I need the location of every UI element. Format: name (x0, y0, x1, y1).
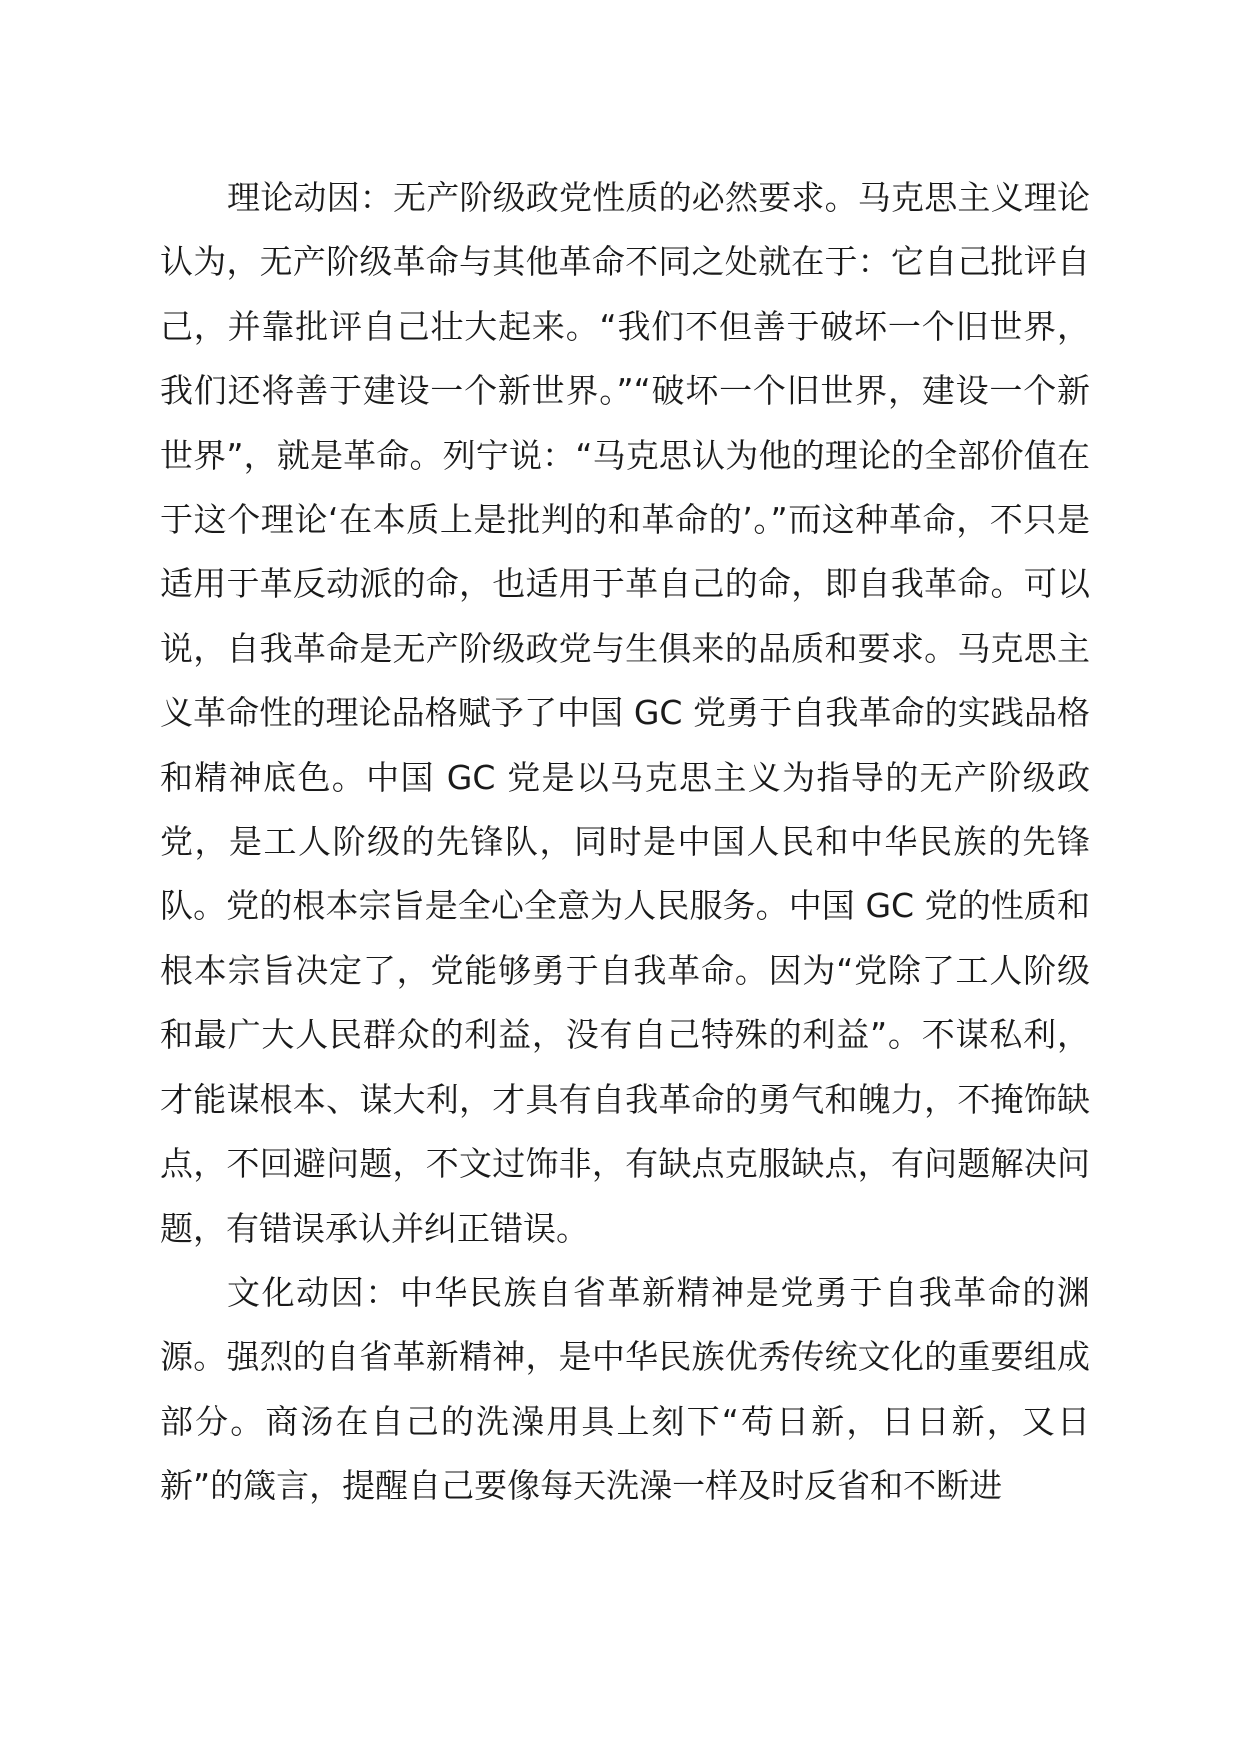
paragraph-theory: 理论动因：无产阶级政党性质的必然要求。马克思主义理论认为，无产阶级革命与其他革命不同之处就在于：它自己批评自己，并靠批评自己壮大起来。“我们不但善于破坏一个旧世界，我们还将善于建设一个新世界。”“破坏一个旧世界，建设一个新世界”，就是革命。列宁说：“马克思认为他的理论的全部价值在于这个理论‘在本质上是批判的和革命的’。”而这种革命，不只是适用于革反动派的命，也适用于革自己的命，即自我革命。可以说，自我革命是无产阶级政党与生俱来的品质和要求。马克思主义革命性的理论品格赋予了中国 GC 党勇于自我革命的实践品格和精神底色。中国 GC 党是以马克思主义为指导的无产阶级政党，是工人阶级的先锋队，同时是中国人民和中华民族的先锋队。党的根本宗旨是全心全意为人民服务。中国 GC 党的性质和根本宗旨决定了，党能够勇于自我革命。因为“党除了工人阶级和最广大人民群众的利益，没有自己特殊的利益”。不谋私利，才能谋根本、谋大利，才具有自我革命的勇气和魄力，不掩饰缺点，不回避问题，不文过饰非，有缺点克服缺点，有问题解决问题，有错误承认并纠正错误。 (160, 178, 1090, 1248)
paragraph-culture: 文化动因：中华民族自省革新精神是党勇于自我革命的渊源。强烈的自省革新精神，是中华民族优秀传统文化的重要组成部分。商汤在自己的洗澡用具上刻下“苟日新，日日新，又日新”的箴言，提醒自己要像每天洗澡一样及时反省和不断进 (160, 1272, 1090, 1506)
document-body (160, 166, 1090, 1519)
